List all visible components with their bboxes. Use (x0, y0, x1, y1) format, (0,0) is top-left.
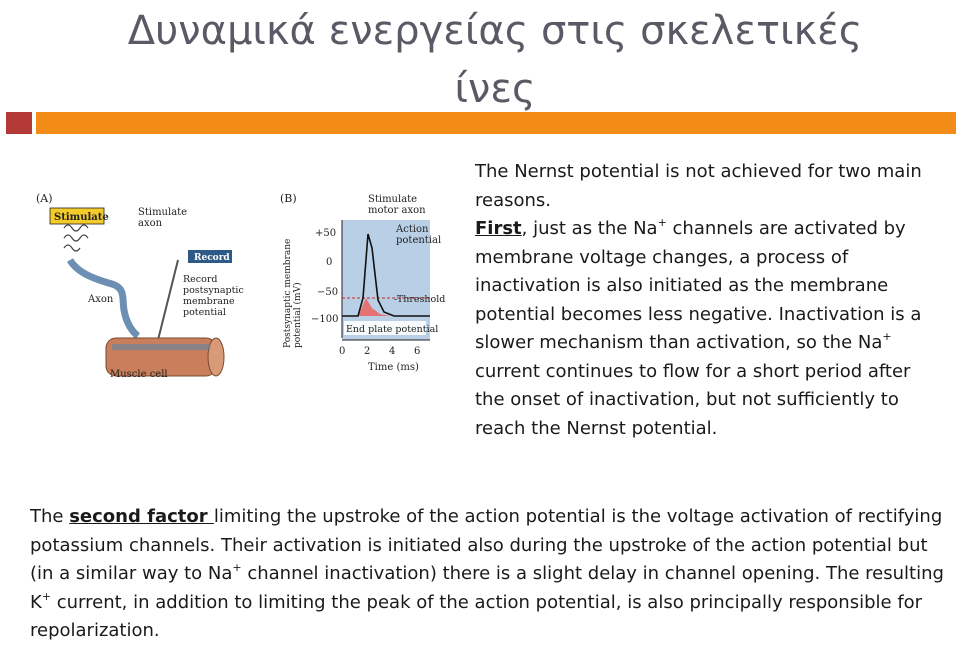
slide-title (60, 2, 930, 118)
end-plate-label: End plate potential (346, 324, 439, 335)
record-electrode (156, 260, 178, 348)
accent-bar-red (6, 112, 32, 134)
xtick-2: 2 (364, 346, 371, 357)
record-label: Record (194, 253, 230, 263)
stimulate-motor-label: Stimulate motor axon (368, 194, 426, 216)
electrode-coil (64, 225, 88, 251)
muscle-cell-label: Muscle cell (110, 369, 168, 380)
right-text-part1: , just as the Na (521, 218, 658, 239)
bottom-lead: The (30, 506, 70, 527)
xtick-4: 4 (389, 346, 396, 357)
xtick-6: 6 (414, 346, 421, 357)
x-axis-label: Time (ms) (368, 362, 419, 373)
intro-text: The Nernst potential is not achieved for two main reasons. (475, 161, 922, 211)
panel-a-label: (A) (36, 192, 53, 205)
y-axis-label: Postsynaptic membranepotential (mV) (283, 238, 303, 348)
stimulate-axon-label: Stimulate axon (138, 207, 188, 229)
accent-bar-orange (36, 112, 956, 134)
right-text-part2: channels are activated by membrane voltage changes, a process of inactivation is also initiated as the membrane potential becomes less negative. Inactivation is a slower mechanism than activation, so the Na (475, 218, 922, 353)
first-label: First (475, 218, 522, 239)
axon-label: Axon (88, 294, 114, 305)
bottom-text-part3: current, in addition to limiting the peak of the action potential, is also principally responsible for repolarization. (30, 591, 923, 641)
neuromuscular-figure (28, 188, 458, 388)
panel-b-label: (B) (280, 192, 297, 205)
ytick-plus50: +50 (315, 228, 337, 239)
stimulate-label: Stimulate (54, 212, 109, 223)
muscle-stripe (112, 344, 210, 350)
right-paragraph (475, 158, 945, 443)
threshold-label: -Threshold (394, 294, 446, 305)
action-potential-label: Action potential (396, 224, 442, 246)
superscript-plus: + (41, 589, 52, 603)
xtick-0: 0 (339, 346, 346, 357)
superscript-plus: + (882, 330, 892, 343)
title-line-1: Δυναμικά ενεργείας στις σκελετικές (127, 8, 863, 54)
right-text-part3: current continues to flow for a short period after the onset of inactivation, but not sufficiently to reach the Nernst potential. (475, 360, 911, 439)
bottom-text-part1: limiting the upstroke of the action potential is the voltage activation of rectifying potassium channels. Their activation is initiated also during the upstroke of the action potential but (in a similar way to Na (30, 506, 943, 584)
record-description: Record postsynaptic membrane potential (183, 274, 244, 318)
bottom-paragraph (30, 503, 945, 646)
ytick-minus50: −50 (317, 287, 339, 298)
bottom-text-part2: channel inactivation) there is a slight delay in channel opening. The resulting K (30, 563, 944, 613)
title-line-2: ίνες (454, 66, 536, 112)
superscript-plus: + (657, 216, 667, 229)
ytick-0: 0 (326, 257, 333, 268)
superscript-plus: + (232, 561, 242, 574)
muscle-cell-end (208, 338, 224, 376)
ytick-minus100: −100 (311, 314, 339, 325)
second-factor-label: second factor (69, 506, 214, 527)
